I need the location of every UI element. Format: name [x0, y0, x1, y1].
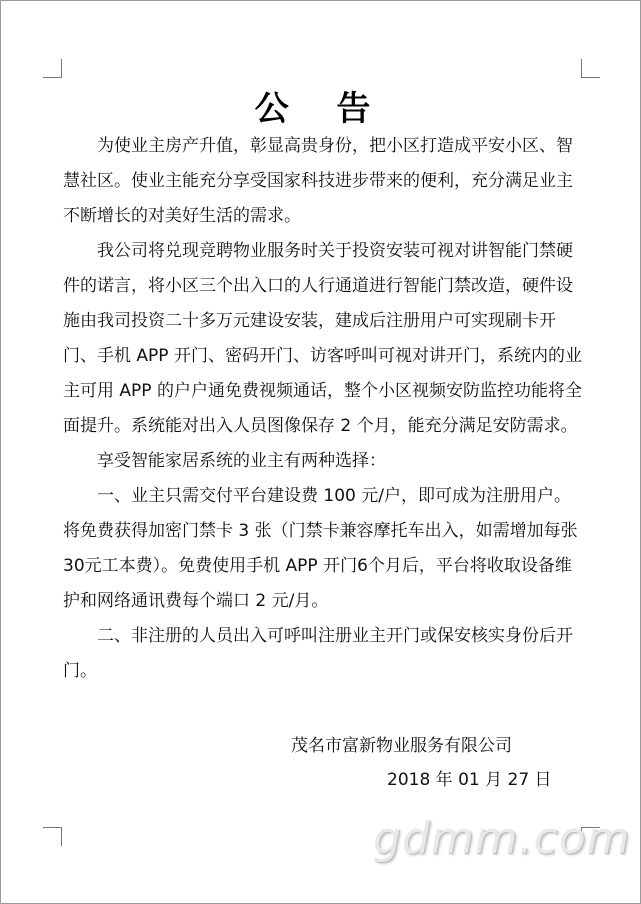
paragraph-option-two: 二、非注册的人员出入可呼叫注册业主开门或保安核实身份后开门。: [63, 626, 573, 681]
signature-block: [291, 729, 591, 797]
corner-crop-mark-top-right: [581, 59, 600, 78]
notice-body: [63, 129, 585, 689]
corner-crop-mark-bottom-left: [43, 827, 62, 846]
notice-date: 2018 年 01 月 27 日: [387, 770, 552, 790]
paragraph-project: 我公司将兑现竞聘物业服务时关于投资安装可视对讲智能门禁硬件的诺言，将小区三个出入口的人行通道进行智能门禁改造，硬件设施由我司投资二十多万元建设安装，建成后注册用户可实现刷卡开门、手机 APP 开门、密码开门、访客呼叫可视对讲开门，系统内的业主可用 APP 的户户通免费视频通话，整个小区视频安防监控功能将全面提升。系统能对出入人员图像保存 2 个月，能充分满足安防需求。: [63, 241, 582, 436]
site-watermark: gdmm.com: [373, 813, 631, 864]
paragraph-intro: 为使业主房产升值，彰显高贵身份，把小区打造成平安小区、智慧社区。使业主能充分享受国家科技进步带来的便利，充分满足业主不断增长的对美好生活的需求。: [63, 136, 573, 226]
company-name: 茂名市富新物业服务有限公司: [291, 736, 512, 756]
notice-title: 公 告: [254, 89, 389, 129]
paragraph-options-heading: 享受智能家居系统的业主有两种选择：: [97, 451, 386, 471]
corner-crop-mark-top-left: [43, 59, 62, 78]
paragraph-option-one: 一、业主只需交付平台建设费 100 元/户，即可成为注册用户。将免费获得加密门禁卡 3 张（门禁卡兼容摩托车出入，如需增加每张30元工本费）。免费使用手机 APP 开门6个月后，平台将收取设备维护和网络通讯费每个端口 2 元/月。: [63, 486, 578, 611]
